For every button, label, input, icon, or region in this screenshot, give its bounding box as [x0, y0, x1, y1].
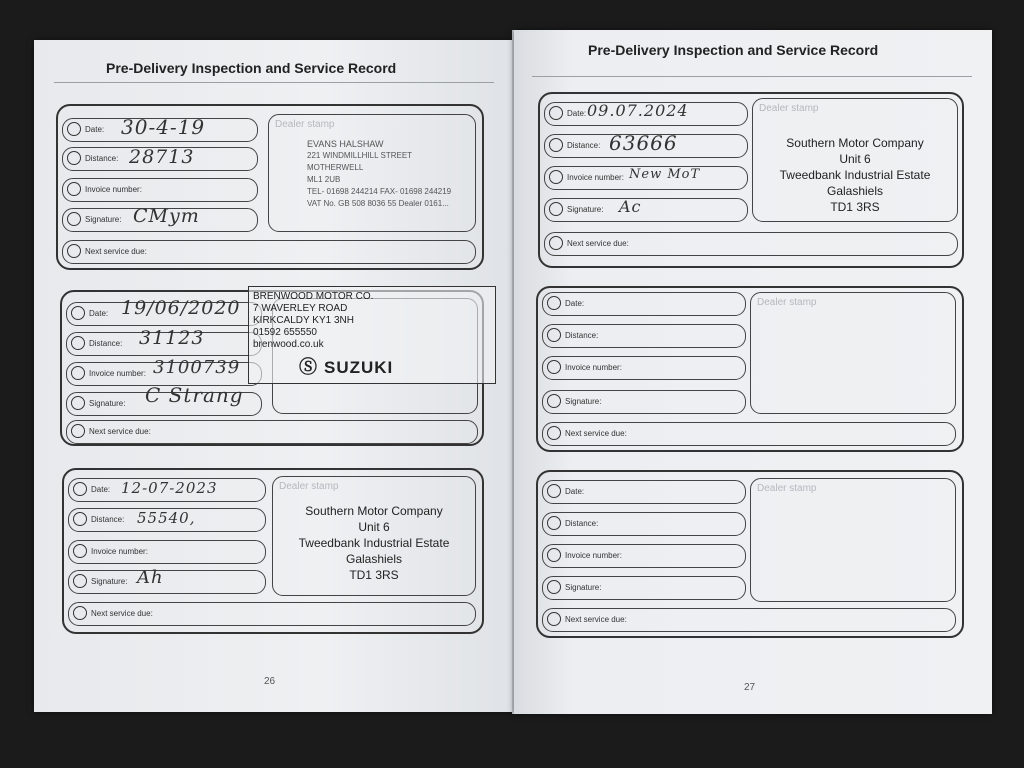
invoice-label: Invoice number: [85, 185, 142, 194]
stamp-line: Southern Motor Company [305, 504, 443, 518]
date-value: 09.07.2024 [587, 101, 689, 120]
distance-value: 55540, [137, 509, 196, 527]
next-service-checkbox[interactable] [547, 612, 561, 626]
distance-field[interactable] [542, 512, 746, 536]
next-service-label: Next service due: [567, 239, 629, 248]
date-field[interactable] [544, 102, 748, 126]
date-label: Date: [89, 309, 109, 318]
distance-label: Distance: [89, 339, 123, 348]
service-record-2 [536, 286, 964, 452]
date-value: 30-4-19 [121, 115, 206, 139]
distance-checkbox[interactable] [547, 328, 561, 342]
stamp-line: Unit 6 [839, 152, 871, 166]
dealer-stamp-label: Dealer stamp [757, 297, 817, 308]
stamp-line: Tweedbank Industrial Estate [779, 168, 931, 182]
date-field[interactable] [66, 297, 262, 326]
invoice-value: 3100739 [153, 357, 241, 378]
date-field[interactable] [542, 480, 746, 504]
invoice-checkbox[interactable] [547, 548, 561, 562]
distance-checkbox[interactable] [71, 336, 85, 350]
invoice-field[interactable] [544, 166, 748, 190]
stamp-line: ML1 2UB [307, 175, 341, 184]
invoice-checkbox[interactable] [67, 182, 81, 196]
invoice-field[interactable] [542, 544, 746, 568]
distance-checkbox[interactable] [547, 516, 561, 530]
next-service-checkbox[interactable] [73, 606, 87, 620]
title-rule [54, 82, 494, 83]
next-service-field[interactable] [66, 420, 478, 444]
next-service-label: Next service due: [565, 429, 627, 438]
invoice-label: Invoice number: [565, 363, 622, 372]
invoice-checkbox[interactable] [549, 170, 563, 184]
stamp-line: Tweedbank Industrial Estate [298, 536, 450, 550]
dealer-stamp-label: Dealer stamp [279, 481, 339, 492]
signature-label: Signature: [85, 215, 122, 224]
dealer-stamp-box [750, 478, 956, 602]
suzuki-logo [299, 353, 393, 379]
dealer-stamp-box [752, 98, 958, 222]
distance-checkbox[interactable] [73, 512, 87, 526]
signature-value: C Strang [145, 383, 244, 407]
date-field[interactable] [68, 478, 266, 502]
distance-value: 31123 [139, 327, 205, 349]
distance-field[interactable] [66, 327, 262, 356]
signature-checkbox[interactable] [73, 574, 87, 588]
suzuki-brand-text: SUZUKI [324, 358, 394, 377]
signature-checkbox[interactable] [71, 396, 85, 410]
date-label: Date: [565, 487, 585, 496]
invoice-checkbox[interactable] [73, 544, 87, 558]
stamp-line: TD1 3RS [349, 568, 399, 582]
distance-label: Distance: [91, 515, 125, 524]
invoice-checkbox[interactable] [547, 360, 561, 374]
stamp-line: TEL- 01698 244214 FAX- 01698 244219 [307, 187, 452, 196]
invoice-label: Invoice number: [89, 369, 146, 378]
date-field[interactable] [62, 115, 258, 142]
signature-checkbox[interactable] [549, 202, 563, 216]
signature-value: Ah [137, 567, 164, 588]
stamp-line: VAT No. GB 508 8036 55 Dealer 0161... [307, 199, 449, 208]
suzuki-s-icon: Ⓢ [299, 357, 318, 377]
distance-label: Distance: [567, 141, 601, 150]
next-service-field[interactable] [62, 240, 476, 264]
distance-label: Distance: [85, 154, 119, 163]
date-checkbox[interactable] [73, 482, 87, 496]
dealer-stamp-label: Dealer stamp [759, 103, 819, 114]
signature-checkbox[interactable] [547, 394, 561, 408]
signature-field[interactable] [62, 205, 258, 232]
date-value: 19/06/2020 [121, 297, 241, 319]
date-value: 12-07-2023 [121, 479, 218, 497]
next-service-field[interactable] [542, 608, 956, 632]
signature-field[interactable] [542, 576, 746, 600]
invoice-label: Invoice number: [567, 173, 624, 182]
signature-field[interactable] [66, 383, 262, 416]
invoice-field[interactable] [62, 178, 258, 202]
signature-field[interactable] [542, 390, 746, 414]
signature-checkbox[interactable] [67, 212, 81, 226]
date-checkbox[interactable] [547, 296, 561, 310]
stamp-line: MOTHERWELL [307, 163, 364, 172]
distance-label: Distance: [565, 331, 599, 340]
left-page [34, 40, 516, 712]
stamp-line: 7 WAVERLEY ROAD [253, 303, 348, 314]
distance-field[interactable] [62, 147, 258, 171]
signature-label: Signature: [565, 397, 602, 406]
invoice-label: Invoice number: [91, 547, 148, 556]
next-service-label: Next service due: [85, 247, 147, 256]
stamp-line: KIRKCALDY KY1 3NH [253, 315, 354, 326]
stamp-line: EVANS HALSHAW [307, 139, 384, 149]
page-number: 27 [744, 682, 756, 693]
right-page [514, 30, 992, 714]
stamp-line: brenwood.co.uk [253, 339, 324, 350]
page-title: Pre-Delivery Inspection and Service Record [106, 60, 397, 76]
brenwood-stamp [248, 286, 496, 384]
invoice-checkbox[interactable] [71, 366, 85, 380]
signature-label: Signature: [567, 205, 604, 214]
next-service-field[interactable] [68, 602, 476, 626]
date-label: Date: [91, 485, 111, 494]
next-service-checkbox[interactable] [67, 244, 81, 258]
signature-field[interactable] [544, 198, 748, 222]
stamp-line: Southern Motor Company [786, 136, 924, 150]
date-checkbox[interactable] [549, 106, 563, 120]
distance-field[interactable] [544, 131, 748, 158]
signature-value: Ac [619, 197, 642, 216]
date-checkbox[interactable] [71, 306, 85, 320]
dealer-stamp-box [268, 114, 476, 232]
signature-label: Signature: [565, 583, 602, 592]
distance-value: 28713 [129, 146, 195, 168]
date-field[interactable] [542, 292, 746, 316]
next-service-field[interactable] [542, 422, 956, 446]
signature-field[interactable] [68, 567, 266, 594]
date-checkbox[interactable] [547, 484, 561, 498]
stamp-line: BRENWOOD MOTOR CO. [253, 291, 374, 302]
distance-label: Distance: [565, 519, 599, 528]
next-service-label: Next service due: [89, 427, 151, 436]
next-service-checkbox[interactable] [549, 236, 563, 250]
service-record-1 [56, 104, 484, 270]
next-service-checkbox[interactable] [547, 426, 561, 440]
stamp-line: TD1 3RS [830, 200, 880, 214]
service-record-2 [60, 290, 484, 446]
page-title: Pre-Delivery Inspection and Service Record [588, 42, 879, 58]
date-label: Date: [567, 109, 587, 118]
next-service-checkbox[interactable] [71, 424, 85, 438]
signature-label: Signature: [89, 399, 126, 408]
signature-checkbox[interactable] [547, 580, 561, 594]
stamp-line: 01592 655550 [253, 327, 317, 338]
next-service-label: Next service due: [91, 609, 153, 618]
stamp-line: Galashiels [345, 552, 403, 566]
service-record-3 [536, 470, 964, 638]
title-rule [532, 76, 972, 77]
distance-field[interactable] [542, 324, 746, 348]
distance-checkbox[interactable] [549, 138, 563, 152]
distance-checkbox[interactable] [67, 151, 81, 165]
invoice-label: Invoice number: [565, 551, 622, 560]
distance-value: 63666 [609, 131, 678, 155]
signature-label: Signature: [91, 577, 128, 586]
service-record-1 [538, 92, 964, 268]
stamp-line: 221 WINDMILLHILL STREET [307, 151, 413, 160]
date-label: Date: [85, 125, 105, 134]
invoice-field[interactable] [542, 356, 746, 380]
page-number: 26 [264, 676, 276, 687]
dealer-stamp-label: Dealer stamp [757, 483, 817, 494]
service-record-3 [62, 468, 484, 634]
dealer-stamp-box [750, 292, 956, 414]
invoice-value: New MoT [629, 167, 701, 182]
date-checkbox[interactable] [67, 122, 81, 136]
next-service-field[interactable] [544, 232, 958, 256]
stamp-line: Galashiels [826, 184, 884, 198]
date-label: Date: [565, 299, 585, 308]
distance-field[interactable] [68, 508, 266, 532]
next-service-label: Next service due: [565, 615, 627, 624]
invoice-field[interactable] [68, 540, 266, 564]
stamp-line: Unit 6 [358, 520, 390, 534]
signature-value: CMym [133, 205, 200, 227]
dealer-stamp-label: Dealer stamp [275, 119, 335, 130]
dealer-stamp-box [272, 476, 476, 596]
